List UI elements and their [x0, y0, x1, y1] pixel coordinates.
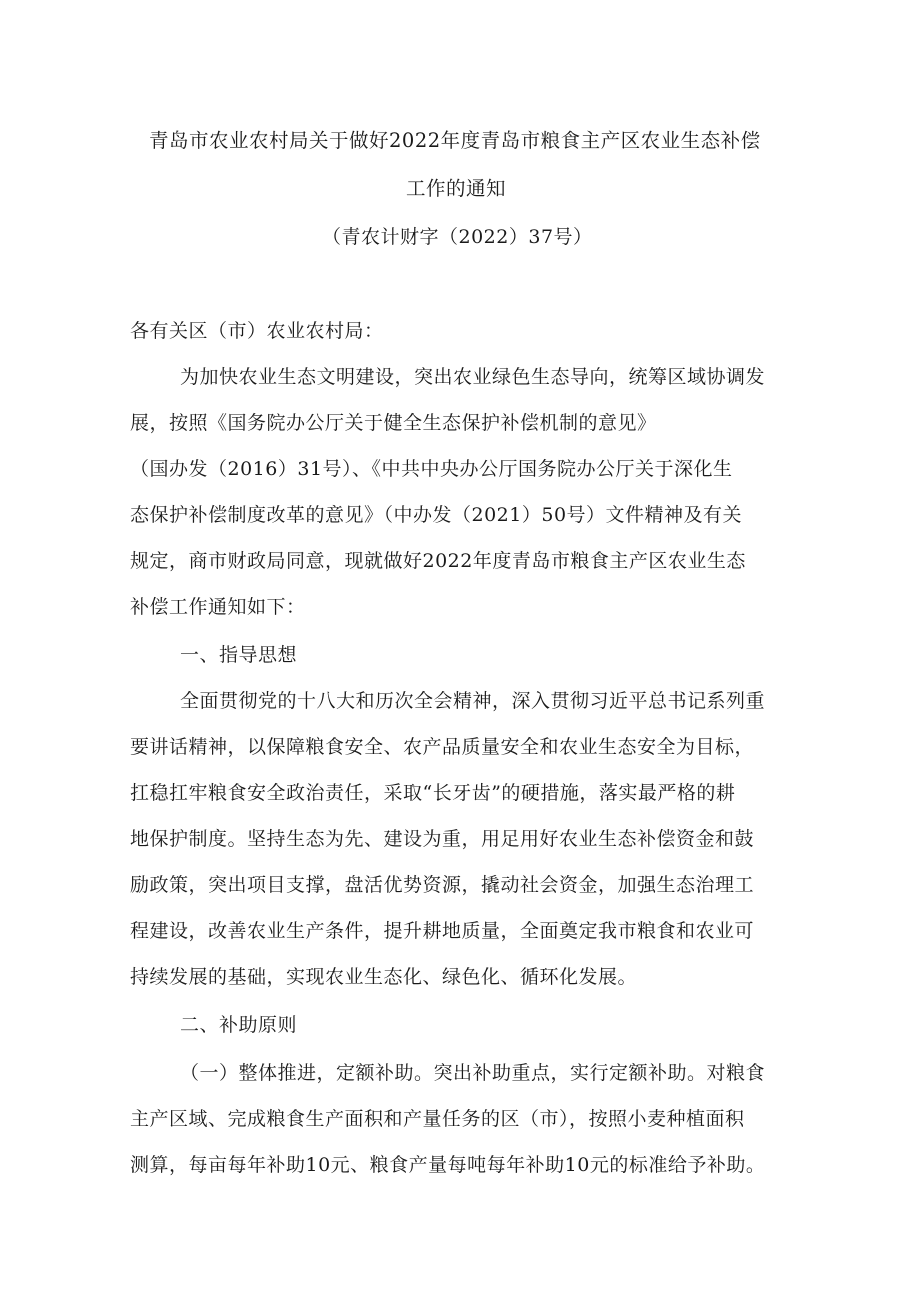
intro-line: 规定，商市财政局同意，现就做好2022年度青岛市粮食主产区农业生态 [130, 550, 746, 572]
section1-line: 扛稳扛牢粮食安全政治责任，采取“长牙齿”的硬措施，落实最严格的耕 [130, 782, 736, 804]
intro-line: 展，按照《国务院办公厅关于健全生态保护补偿机制的意见》 [130, 412, 657, 434]
doc-title-line-1: 青岛市农业农村局关于做好2022年度青岛市粮食主产区农业生态补偿 [149, 129, 761, 152]
intro-line: （国办发（2016）31号）、《中共中央办公厅国务院办公厅关于深化生 [130, 458, 733, 480]
section1-line: 要讲话精神，以保障粮食安全、农产品质量安全和农业生态安全为目标， [130, 736, 755, 758]
section2-line: 测算，每亩每年补助10元、粮食产量每吨每年补助10元的标准给予补助。 [130, 1154, 766, 1176]
section2-line: 主产区域、完成粮食生产面积和产量任务的区（市），按照小麦种植面积 [130, 1108, 745, 1130]
section1-line: 全面贯彻党的十八大和历次全会精神，深入贯彻习近平总书记系列重 [180, 690, 766, 712]
doc-title-line-2: 工作的通知 [406, 177, 507, 200]
section1-line: 地保护制度。坚持生态为先、建设为重，用足用好农业生态补偿资金和鼓 [130, 828, 755, 850]
intro-line: 态保护补偿制度改革的意见》（中办发（2021）50号）文件精神及有关 [130, 504, 743, 526]
section1-line: 程建设，改善农业生产条件，提升耕地质量，全面奠定我市粮食和农业可 [130, 920, 755, 942]
section1-line: 励政策，突出项目支撑，盘活优势资源，撬动社会资金，加强生态治理工 [130, 874, 755, 896]
section1-line: 持续发展的基础，实现农业生态化、绿色化、循环化发展。 [130, 966, 638, 988]
section-heading-subsidy-principles: 二、补助原则 [180, 1014, 298, 1036]
salutation: 各有关区（市）农业农村局： [130, 320, 384, 342]
intro-line: 为加快农业生态文明建设，突出农业绿色生态导向，统筹区域协调发 [180, 366, 766, 388]
section2-line: （一）整体推进，定额补助。突出补助重点，实行定额补助。对粮食 [180, 1062, 766, 1084]
doc-number: （青农计财字（2022）37号） [322, 226, 593, 248]
section-heading-guiding-thought: 一、指导思想 [180, 644, 298, 666]
intro-line: 补偿工作通知如下： [130, 596, 306, 618]
